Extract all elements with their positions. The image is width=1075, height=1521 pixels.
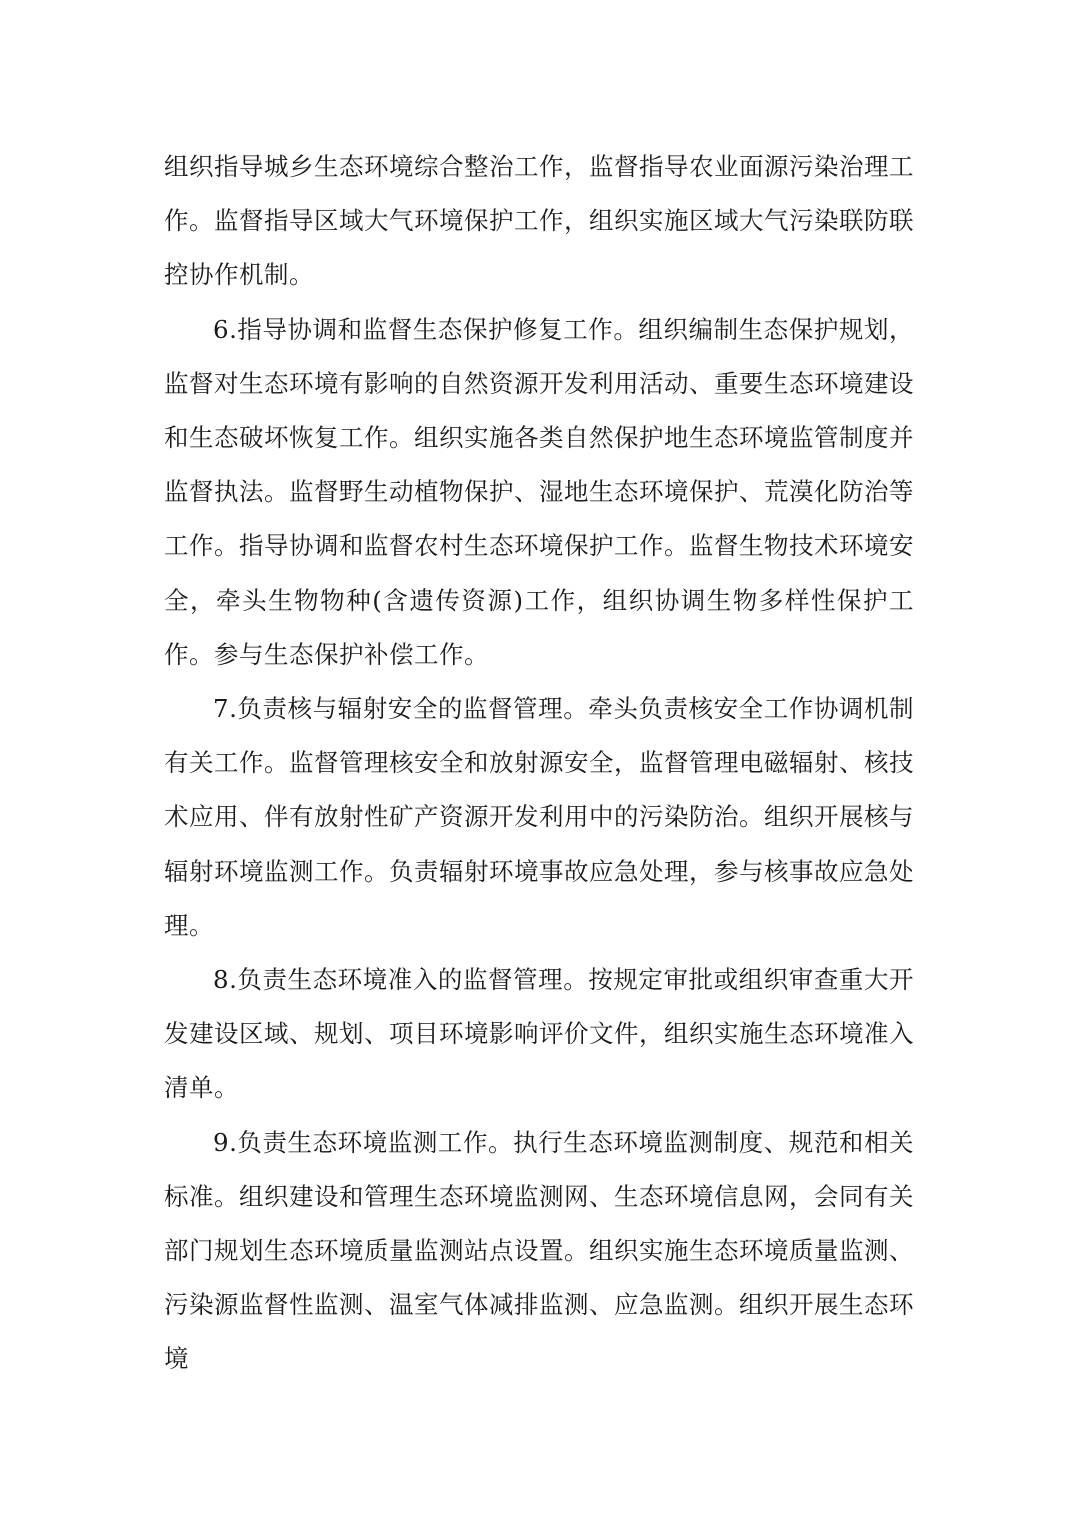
paragraph-3: 7.负责核与辐射安全的监督管理。牵头负责核安全工作协调机制有关工作。监督管理核安全和放射源安全，监督管理电磁辐射、核技术应用、伴有放射性矿产资源开发利用中的污染防治。组织开展核与辐射环境监测工作。负责辐射环境事故应急处理，参与核事故应急处理。 (164, 694, 914, 940)
document-body (164, 140, 914, 1387)
paragraph-4: 8.负责生态环境准入的监督管理。按规定审批或组织审查重大开发建设区域、规划、项目环境影响评价文件，组织实施生态环境准入清单。 (164, 965, 914, 1103)
paragraph-5: 9.负责生态环境监测工作。执行生态环境监测制度、规范和相关标准。组织建设和管理生态环境监测网、生态环境信息网，会同有关部门规划生态环境质量监测站点设置。组织实施生态环境质量监测、污染源监督性监测、温室气体减排监测、应急监测。组织开展生态环境 (164, 1127, 914, 1374)
paragraph-1: 组织指导城乡生态环境综合整治工作，监督指导农业面源污染治理工作。监督指导区域大气环境保护工作，组织实施区域大气污染联防联控协作机制。 (164, 152, 914, 290)
paragraph-2: 6.指导协调和监督生态保护修复工作。组织编制生态保护规划，监督对生态环境有影响的自然资源开发利用活动、重要生态环境建设和生态破坏恢复工作。组织实施各类自然保护地生态环境监管制度并监督执法。监督野生动植物保护、湿地生态环境保护、荒漠化防治等工作。指导协调和监督农村生态环境保护工作。监督生物技术环境安全，牵头生物物种(含遗传资源)工作，组织协调生物多样性保护工作。参与生态保护补偿工作。 (164, 314, 914, 669)
